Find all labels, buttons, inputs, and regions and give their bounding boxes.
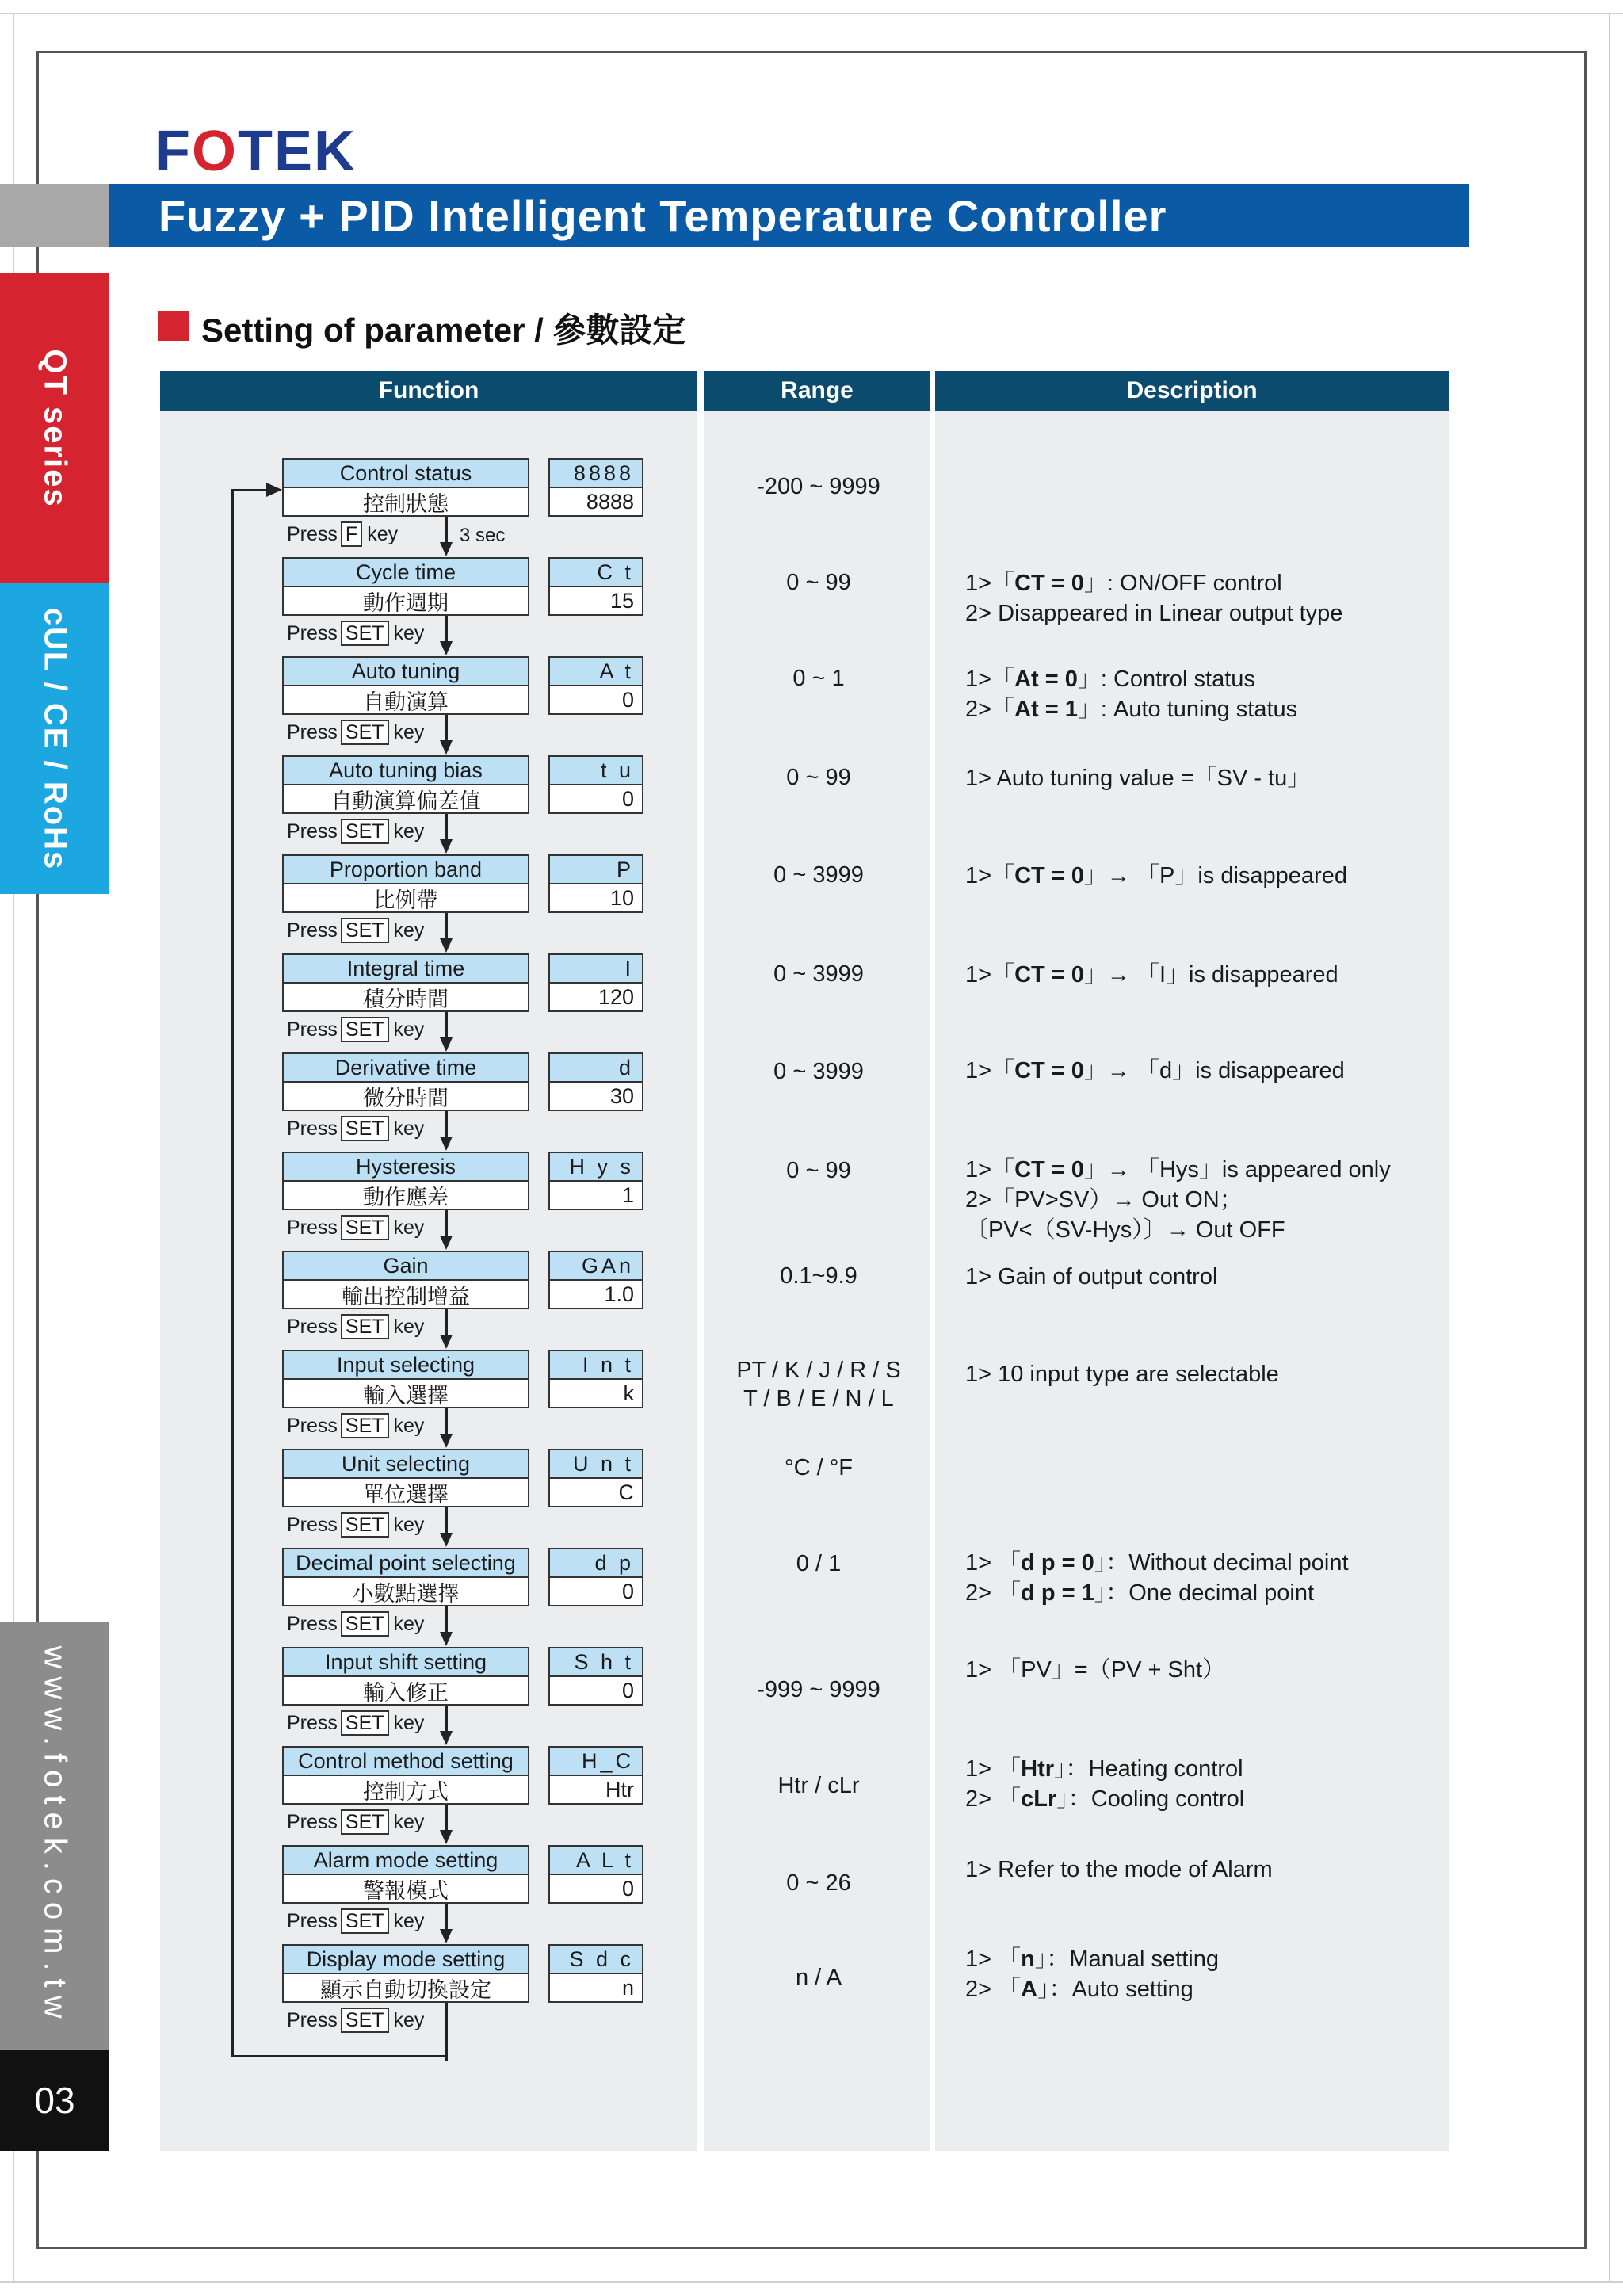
flow-line [445,1012,448,1041]
param-name-zh: 比例帶 [282,883,529,913]
param-default-value: 15 [548,586,643,616]
range-line: 0 / 1 [796,1551,842,1576]
down-arrow-icon [440,1731,453,1745]
param-range [704,1963,934,1992]
range-line: -999 ~ 9999 [757,1677,880,1702]
param-name-zh: 積分時間 [282,982,529,1012]
param-description [965,1548,1349,1608]
param-code: d [548,1052,643,1083]
param-name-zh: 微分時間 [282,1081,529,1111]
loop-arrow-icon [266,483,282,497]
param-range [704,472,934,501]
description-line: 1> Gain of output control [965,1264,1218,1289]
param-code: t u [548,755,643,785]
range-line: 0.1~9.9 [780,1263,857,1289]
down-arrow-icon [440,1929,453,1943]
param-range [704,1771,934,1800]
key-icon: SET [341,1413,389,1438]
description-line: 〔PV<（SV-Hys）〕→ Out OFF [965,1217,1285,1243]
param-name-zh: 控制方式 [282,1775,529,1805]
description-line: 1> 「PV」=（PV + Sht） [965,1657,1226,1683]
press-key-instruction: Press SET key [287,1018,425,1041]
param-range [704,1156,934,1185]
range-line: 0 ~ 26 [786,1870,851,1896]
press-key-instruction: Press SET key [287,621,425,644]
param-code: 8888 [548,458,643,488]
param-name: Input shift setting [282,1647,529,1677]
press-key-instruction: Press SET key [287,1612,425,1635]
param-default-value: 0 [548,1874,643,1904]
param-description [965,861,1347,891]
flow-line [445,616,448,644]
press-key-instruction: Press SET key [287,1216,425,1239]
down-arrow-icon [440,839,453,854]
param-code: GAn [548,1251,643,1281]
press-key-instruction: Press SET key [287,1414,425,1437]
range-line: 0 ~ 1 [792,666,845,691]
range-line: 0 ~ 3999 [773,961,864,987]
page-right-line [1609,13,1610,2283]
key-icon: SET [341,720,389,745]
param-default-value: Htr [548,1775,643,1805]
page-top-line [0,13,1623,14]
description-line: 1> 「n」：Manual setting [965,1946,1219,1972]
range-line: 0 ~ 3999 [773,1059,864,1084]
param-name: Integral time [282,953,529,984]
param-name-zh: 控制狀態 [282,487,529,517]
description-line: 1> 「d p = 0」：Without decimal point [965,1550,1349,1576]
range-line: T / B / E / N / L [743,1386,894,1412]
press-key-instruction: Press SET key [287,1117,425,1140]
flow-line [445,1210,448,1239]
param-description [965,960,1338,990]
down-arrow-icon [440,1632,453,1646]
param-description [965,1944,1219,2004]
param-name-zh: 自動演算 [282,685,529,715]
param-description [965,664,1297,724]
param-code: H y s [548,1152,643,1182]
down-arrow-icon [440,740,453,755]
param-name: Proportion band [282,854,529,884]
description-line: 1>「CT = 0」→ 「I」is disappeared [965,962,1338,988]
range-line: 0 ~ 99 [786,765,851,790]
param-name: Hysteresis [282,1152,529,1182]
param-name: Control status [282,458,529,488]
param-default-value: C [548,1477,643,1507]
side-grey-strip [0,184,109,247]
header-description: Description [935,371,1449,411]
series-label: QT series [37,348,73,508]
down-arrow-icon [440,542,453,556]
banner-title: Fuzzy + PID Intelligent Temperature Controller [158,191,1167,241]
down-arrow-icon [440,1434,453,1448]
param-name: Cycle time [282,557,529,587]
press-key-instruction: Press SET key [287,2008,425,2031]
down-arrow-icon [440,1830,453,1844]
flow-line [445,913,448,942]
side-tab-series [0,273,109,583]
param-range [704,1454,934,1482]
description-line: 2>「At = 1」: Auto tuning status [965,697,1298,722]
key-icon: SET [341,1710,389,1736]
param-description [965,568,1342,628]
flow-line [445,1309,448,1338]
key-icon: SET [341,1017,389,1042]
key-icon: SET [341,1116,389,1141]
param-code: C t [548,557,643,587]
down-arrow-icon [440,1037,453,1052]
description-line: 1>「At = 0」: Control status [965,667,1255,692]
param-range [704,1675,934,1704]
range-line: °C / °F [784,1455,854,1480]
param-default-value: 30 [548,1081,643,1111]
param-default-value: 1 [548,1180,643,1210]
section-marker [158,311,189,341]
param-code: P [548,854,643,884]
range-line: 0 ~ 3999 [773,862,864,888]
flow-line [445,814,448,842]
press-key-instruction: Press SET key [287,1909,425,1932]
down-arrow-icon [440,938,453,953]
description-line: 2> 「A」：Auto setting [965,1977,1193,2002]
param-name-zh: 小數點選擇 [282,1576,529,1606]
param-name: Auto tuning bias [282,755,529,785]
param-name-zh: 警報模式 [282,1874,529,1904]
website-label: www.fotek.com.tw [37,1645,73,2027]
param-description [965,1655,1225,1685]
param-range [704,960,934,988]
press-key-instruction: Press SET key [287,919,425,942]
side-tab-certs [0,583,109,894]
press-key-instruction: Press SET key [287,1315,425,1338]
header-range: Range [704,371,930,411]
param-default-value: 8888 [548,487,643,517]
key-icon: F [341,521,362,547]
key-icon: SET [341,1809,389,1835]
flow-line [445,1408,448,1437]
param-range [704,1057,934,1086]
param-default-value: 0 [548,685,643,715]
param-description [965,1754,1244,1814]
param-code: d p [548,1548,643,1578]
flow-line [445,1904,448,1932]
param-name-zh: 顯示自動切換設定 [282,1973,529,2003]
param-description [965,1155,1391,1245]
param-range [704,1869,934,1897]
press-key-instruction: Press SET key [287,1711,425,1734]
param-name-zh: 自動演算偏差值 [282,784,529,814]
param-name: Derivative time [282,1052,529,1083]
param-default-value: n [548,1973,643,2003]
param-name-zh: 輸入選擇 [282,1378,529,1408]
param-description [965,763,1310,793]
description-line: 2> Disappeared in Linear output type [965,601,1343,626]
key-icon: SET [341,918,389,943]
param-default-value: 0 [548,784,643,814]
press-key-instruction: Press SET key [287,720,425,743]
press-key-instruction: Press SET key [287,819,425,842]
param-name: Gain [282,1251,529,1281]
description-line: 2> 「cLr」：Cooling control [965,1786,1245,1812]
param-code: S h t [548,1647,643,1677]
description-line: 1>「CT = 0」→ 「Hys」is appeared only [965,1157,1391,1182]
flow-line [445,2003,448,2061]
description-line: 2> 「d p = 1」：One decimal point [965,1580,1315,1606]
param-name: Input selecting [282,1350,529,1380]
down-arrow-icon [440,1236,453,1250]
param-default-value: k [548,1378,643,1408]
param-code: U n t [548,1449,643,1479]
param-default-value: 0 [548,1576,643,1606]
range-line: -200 ~ 9999 [757,474,880,499]
param-code: A L t [548,1845,643,1875]
down-arrow-icon [440,1335,453,1349]
param-range [704,763,934,792]
flow-line [445,1507,448,1536]
param-code: S d c [548,1944,643,1974]
param-code: A t [548,656,643,686]
param-description [965,1855,1273,1885]
key-icon: SET [341,819,389,844]
hold-duration: 3 sec [460,525,506,546]
side-tab-website [0,1622,109,2050]
range-line: Htr / cLr [777,1773,860,1798]
param-default-value: 1.0 [548,1279,643,1309]
header-function: Function [160,371,697,411]
description-line: 1> Auto tuning value =「SV - tu」 [965,766,1311,791]
key-icon: SET [341,1908,389,1934]
param-range [704,1356,934,1413]
param-name: Auto tuning [282,656,529,686]
loop-line-top [231,489,268,491]
loop-line-bottom [231,2055,448,2057]
section-title: Setting of parameter / 參數設定 [201,311,686,349]
key-icon: SET [341,1512,389,1538]
key-icon: SET [341,1314,389,1339]
param-name-zh: 單位選擇 [282,1477,529,1507]
description-line: 1> Refer to the mode of Alarm [965,1857,1273,1882]
param-code: I n t [548,1350,643,1380]
key-icon: SET [341,1611,389,1637]
description-line: 2>「PV>SV）→ Out ON； [965,1187,1243,1213]
param-range [704,568,934,597]
description-line: 1>「CT = 0」→ 「P」is disappeared [965,863,1347,888]
range-line: PT / K / J / R / S [736,1358,901,1383]
param-range [704,861,934,889]
param-name-zh: 輸出控制增益 [282,1279,529,1309]
certs-label: cUL / CE / RoHs [37,607,73,870]
param-range [704,1262,934,1290]
range-line: 0 ~ 99 [786,1158,851,1183]
description-line: 1>「CT = 0」: ON/OFF control [965,571,1282,596]
range-line: 0 ~ 99 [786,570,851,595]
page-bottom-line [0,2281,1623,2283]
description-line: 1> 「Htr」：Heating control [965,1756,1243,1782]
side-tab-page [0,2050,109,2151]
page-number: 03 [34,2080,75,2121]
down-arrow-icon [440,1533,453,1547]
press-key-instruction: Press SET key [287,1810,425,1833]
param-name: Unit selecting [282,1449,529,1479]
fotek-logo: FOTEK [155,120,357,183]
range-line: n / A [795,1965,842,1990]
key-icon: SET [341,621,389,646]
press-key-instruction: Press F key [287,522,399,545]
param-code: H_C [548,1746,643,1776]
description-line: 1>「CT = 0」→ 「d」is disappeared [965,1058,1345,1083]
param-name-zh: 動作應差 [282,1180,529,1210]
key-icon: SET [341,1215,389,1240]
flow-line [445,1111,448,1140]
param-range [704,664,934,693]
flow-line [445,1706,448,1734]
loop-line-left [231,489,234,2057]
down-arrow-icon [440,641,453,655]
param-description [965,1262,1217,1292]
description-line: 1> 10 input type are selectable [965,1362,1279,1387]
param-default-value: 10 [548,883,643,913]
param-code: I [548,953,643,984]
param-range [704,1549,934,1578]
press-key-instruction: Press SET key [287,1513,425,1536]
flow-line [445,1606,448,1635]
down-arrow-icon [440,1137,453,1151]
flow-line [445,715,448,743]
param-name: Control method setting [282,1746,529,1776]
param-name: Alarm mode setting [282,1845,529,1875]
key-icon: SET [341,2008,389,2033]
param-name-zh: 輸入修正 [282,1675,529,1706]
param-default-value: 0 [548,1675,643,1706]
flow-line [445,517,448,545]
param-description [965,1056,1345,1086]
param-name: Display mode setting [282,1944,529,1974]
param-name: Decimal point selecting [282,1548,529,1578]
param-default-value: 120 [548,982,643,1012]
flow-line [445,1805,448,1833]
param-description [965,1359,1279,1389]
param-name-zh: 動作週期 [282,586,529,616]
